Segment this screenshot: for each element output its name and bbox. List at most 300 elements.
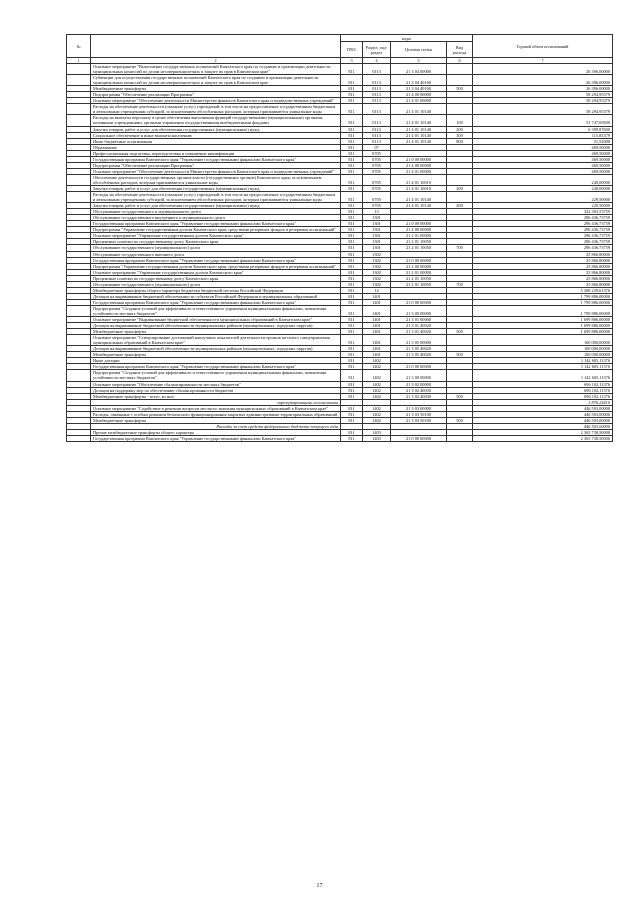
row-razdel-cell: 0113 [363, 138, 391, 144]
row-expense-type-cell [447, 370, 473, 381]
table-row [67, 435, 613, 441]
row-name-cell: Иные дотации [91, 358, 341, 364]
row-grbs-cell: 811 [341, 287, 363, 293]
row-target-article-cell: 21 2 00 00000 [391, 263, 447, 269]
row-expense-type-cell [447, 64, 473, 75]
row-name-cell: Государственная программа Камчатского края "Управление государственными финансами Камчатского края" [91, 156, 341, 162]
row-name-cell: Дотации на выравнивание бюджетной обеспеченности субъектов Российской Федерации и муниципальных образований [91, 293, 341, 299]
row-name-cell: Подпрограмма "Обеспечение реализации Программы" [91, 162, 341, 168]
row-name-cell: Закупка товаров, работ и услуг для обеспечения государственных (муниципальных) нужд [91, 126, 341, 132]
table-row [67, 104, 613, 115]
table-row [67, 64, 613, 75]
table-row [67, 370, 613, 381]
row-expense-type-cell [447, 75, 473, 86]
row-name-cell: Закупка товаров, работ и услуг для обеспечения государственных (муниципальных) нужд [91, 185, 341, 191]
row-expense-type-cell: 700 [447, 281, 473, 287]
row-razdel-cell: 0113 [363, 126, 391, 132]
row-razdel-cell: 1301 [363, 215, 391, 221]
row-sum-cell: 296 436,73759 [473, 215, 613, 221]
row-razdel-cell: 0705 [363, 192, 391, 203]
row-grbs-cell: 811 [341, 132, 363, 138]
row-razdel-cell: 1401 [363, 293, 391, 299]
row-name-cell: Обслуживание государственного внешнего долга [91, 251, 341, 257]
row-sum-cell: 1 699 886,00000 [473, 329, 613, 335]
row-target-article-cell: 21 2 00 00000 [391, 227, 447, 233]
row-target-article-cell: 21 4 00 00000 [391, 162, 447, 168]
row-razdel-cell: 1301 [363, 245, 391, 251]
row-name-cell: Дотации на выравнивание бюджетной обеспеченности муниципальных районов (муниципальных, городских округов) [91, 323, 341, 329]
row-grbs-cell: 811 [341, 435, 363, 441]
row-number-cell [67, 305, 91, 316]
row-sum-cell: 5 308 229,61376 [473, 287, 613, 293]
row-sum-cell: 469,50000 [473, 168, 613, 174]
row-sum-cell: 25 866,80000 [473, 251, 613, 257]
row-grbs-cell: 811 [341, 269, 363, 275]
row-target-article-cell: 21 4 01 10140 [391, 192, 447, 203]
row-grbs-cell: 811 [341, 393, 363, 399]
row-number-cell [67, 335, 91, 346]
row-grbs-cell: 811 [341, 168, 363, 174]
row-name-cell: Иные бюджетные ассигнования [91, 138, 341, 144]
row-expense-type-cell [447, 435, 473, 441]
row-expense-type-cell [447, 192, 473, 203]
row-razdel-cell: 1302 [363, 263, 391, 269]
col-index: 2 [91, 58, 341, 64]
row-grbs-cell: 811 [341, 75, 363, 86]
row-grbs-cell: 811 [341, 203, 363, 209]
row-sum-cell: 296 436,73759 [473, 245, 613, 251]
row-razdel-cell: 07 [363, 144, 391, 150]
row-grbs-cell: 811 [341, 411, 363, 417]
table-body [67, 64, 613, 442]
row-razdel-cell: 13 [363, 209, 391, 215]
row-grbs-cell: 811 [341, 86, 363, 92]
row-razdel-cell: 0113 [363, 132, 391, 138]
row-grbs-cell: 811 [341, 174, 363, 185]
row-target-article-cell: 21 3 05 40020 [391, 352, 447, 358]
row-name-cell: Основное мероприятие "Управление государственным долгом Камчатского края" [91, 233, 341, 239]
row-grbs-cell: 811 [341, 275, 363, 281]
row-razdel-cell: 0705 [363, 156, 391, 162]
row-razdel-cell: 0705 [363, 174, 391, 185]
row-target-article-cell: 21 3 05 00000 [391, 335, 447, 346]
row-name-cell: Межбюджетные трансферты [91, 352, 341, 358]
row-sum-cell: 2 365 738,50000 [473, 435, 613, 441]
row-razdel-cell: 1402 [363, 364, 391, 370]
row-grbs-cell: 811 [341, 192, 363, 203]
row-razdel-cell: 1402 [363, 411, 391, 417]
row-razdel-cell: 1401 [363, 305, 391, 316]
row-sum-cell: 446 503,00000 [473, 405, 613, 411]
row-grbs-cell: 811 [341, 150, 363, 156]
row-razdel-cell: 1402 [363, 393, 391, 399]
row-target-article-cell: 21 3 02 00000 [391, 381, 447, 387]
row-number-cell [67, 174, 91, 185]
row-expense-type-cell: 200 [447, 126, 473, 132]
row-sum-cell: 1 142 605,11376 [473, 370, 613, 381]
row-razdel-cell: 1302 [363, 269, 391, 275]
row-expense-type-cell [447, 104, 473, 115]
col-razdel-header: Раздел, под-раздел [363, 42, 391, 58]
row-grbs-cell: 811 [341, 381, 363, 387]
row-name-cell: Основное мероприятие "Выполнение государственных полномочий Камчатского края по созданию и организации деятельности муниципальных комиссий по делам несовершеннолетних и защите их прав в Камчатском крае" [91, 64, 341, 75]
row-name-cell: Расходы на обеспечение деятельности (оказание услуг) учреждений, в том числе на предоставление государственным бюджетным и автономным учреждениям субсидий, за исключением обособленных расходов, которым присваиваются уникальные коды [91, 192, 341, 203]
row-razdel-cell: 1402 [363, 358, 391, 364]
row-name-cell: Государственная программа Камчатского края "Управление государственными финансами Камчатского края" [91, 221, 341, 227]
row-name-cell: Основное мероприятие "Обеспечение деятельности Министерства финансов Камчатского края и подведомственных учреждений" [91, 168, 341, 174]
row-razdel-cell: 1401 [363, 335, 391, 346]
row-name-cell: зарезервированные ассигнования [91, 399, 341, 405]
row-grbs-cell: 811 [341, 323, 363, 329]
row-razdel-cell: 1402 [363, 370, 391, 381]
table-row [67, 115, 613, 126]
row-sum-cell: 58 294,95379 [473, 98, 613, 104]
table-row [67, 75, 613, 86]
row-grbs-cell: 811 [341, 245, 363, 251]
row-name-cell: Обслуживание государственного (муниципального) долга [91, 281, 341, 287]
row-sum-cell: 26 396,00000 [473, 64, 613, 75]
row-name-cell: Процентные платежи по государственному долгу Камчатского края [91, 239, 341, 245]
row-target-article-cell: 21 3 02 40030 [391, 393, 447, 399]
row-razdel-cell: 0113 [363, 115, 391, 126]
row-name-cell: Государственная программа Камчатского края "Управление государственными финансами Камчатского края" [91, 364, 341, 370]
row-sum-cell: 469,50000 [473, 156, 613, 162]
row-razdel-cell: 1301 [363, 221, 391, 227]
row-grbs-cell: 811 [341, 215, 363, 221]
table-row [67, 192, 613, 203]
row-target-article-cell: 21 4 01 10140 [391, 126, 447, 132]
col-name-header [91, 35, 341, 58]
row-grbs-cell: 811 [341, 138, 363, 144]
row-grbs-cell: 811 [341, 227, 363, 233]
row-name-cell: Государственная программа Камчатского края "Управление государственными финансами Камчатского края" [91, 299, 341, 305]
row-grbs-cell: 811 [341, 299, 363, 305]
table-row [67, 305, 613, 316]
row-expense-type-cell: 200 [447, 203, 473, 209]
row-sum-cell: 100 000,00000 [473, 335, 613, 346]
row-target-article-cell: 21 4 01 10140 [391, 138, 447, 144]
row-name-cell: Межбюджетные трансферты [91, 329, 341, 335]
row-razdel-cell: 1402 [363, 387, 391, 393]
row-grbs-cell: 811 [341, 317, 363, 323]
row-name-cell: Закупка товаров, работ и услуг для обеспечения государственных (муниципальных) нужд [91, 203, 341, 209]
row-number-cell [67, 370, 91, 381]
row-sum-cell: 25 866,80000 [473, 269, 613, 275]
row-name-cell: Подпрограмма "Создание условий для эффективного и ответственного управления муниципальными финансами, повышения устойчивости местных бюджетов" [91, 305, 341, 316]
row-razdel-cell: 1302 [363, 257, 391, 263]
row-sum-cell: 58 294,95379 [473, 92, 613, 98]
row-grbs-cell: 811 [341, 92, 363, 98]
col-index: 1 [67, 58, 91, 64]
row-name-cell: Обеспечение деятельности государственных органов власти (государственных органов) Камчатского края, за исключением обособленных расходов, которым присваиваются уникальные коды [91, 174, 341, 185]
row-sum-cell: 58 294,95379 [473, 104, 613, 115]
row-grbs-cell: 811 [341, 370, 363, 381]
col-expense-type-header: Вид расхода [447, 42, 473, 58]
row-target-article-cell: 21 2 01 10050 [391, 275, 447, 281]
row-target-article-cell: 21 3 01 40020 [391, 329, 447, 335]
row-number-cell [67, 104, 91, 115]
row-name-cell: Основное мероприятие "Стимулирование достижений наилучших показателей деятельности органов местного самоуправления муниципальных образований в Камчатском крае" [91, 335, 341, 346]
row-sum-cell: 229,50000 [473, 192, 613, 203]
row-sum-cell: 469,50000 [473, 162, 613, 168]
row-target-article-cell: 21 0 00 00000 [391, 221, 447, 227]
row-sum-cell: 100 000,00000 [473, 346, 613, 352]
row-sum-cell: 1 799 886,00000 [473, 305, 613, 316]
row-sum-cell: 51 747,69500 [473, 115, 613, 126]
row-sum-cell: 3 876,24410 [473, 399, 613, 405]
row-grbs-cell: 811 [341, 115, 363, 126]
row-expense-type-cell [447, 174, 473, 185]
row-razdel-cell: 0705 [363, 150, 391, 156]
row-number-cell [67, 435, 91, 441]
row-name-cell: Государственная программа Камчатского края "Управление государственными финансами Камчатского края" [91, 435, 341, 441]
row-target-article-cell: 21 3 03 50100 [391, 417, 447, 423]
row-target-article-cell: 21 2 01 10050 [391, 281, 447, 287]
row-target-article-cell: 21 0 00 00000 [391, 299, 447, 305]
row-grbs-cell: 811 [341, 293, 363, 299]
row-grbs-cell: 811 [341, 185, 363, 191]
row-sum-cell: 696 102,11376 [473, 393, 613, 399]
row-razdel-cell: 14 [363, 287, 391, 293]
row-target-article-cell: 21 3 04 00000 [391, 64, 447, 75]
row-name-cell: Основное мероприятие "Содействие в решении вопросов местного значения муниципальных образований в Камчатском крае" [91, 405, 341, 411]
codes-header: коды [341, 35, 473, 42]
row-expense-type-cell: 300 [447, 132, 473, 138]
row-grbs-cell: 811 [341, 221, 363, 227]
col-target-article-header: Целевая статья [391, 42, 447, 58]
row-target-article-cell: 21 0 00 00000 [391, 435, 447, 441]
row-target-article-cell: 21 0 00 00000 [391, 257, 447, 263]
row-name-cell: Обслуживание государственного внутреннего и муниципального долга [91, 215, 341, 221]
row-sum-cell: 469,50000 [473, 144, 613, 150]
row-sum-cell: 696 102,11376 [473, 387, 613, 393]
row-grbs-cell: 811 [341, 358, 363, 364]
row-name-cell: Основное мероприятие "Обеспечение сбалансированности местных бюджетов" [91, 381, 341, 387]
row-name-cell: Межбюджетные трансферты [91, 417, 341, 423]
row-razdel-cell: 1403 [363, 435, 391, 441]
row-razdel-cell: 1401 [363, 352, 391, 358]
row-name-cell: Подпрограмма "Создание условий для эффективного и ответственного управления муниципальными финансами, повышения устойчивости местных бюджетов" [91, 370, 341, 381]
row-name-cell: Расходы за счет средств федерального бюджета текущего года [91, 423, 341, 429]
row-number-cell [67, 75, 91, 86]
row-sum-cell: 240,00000 [473, 185, 613, 191]
row-razdel-cell: 1301 [363, 239, 391, 245]
row-expense-type-cell: 200 [447, 185, 473, 191]
row-sum-cell: 322 303,53759 [473, 209, 613, 215]
row-name-cell: Профессиональная подготовка, переподготовка и повышение квалификации [91, 150, 341, 156]
row-target-article-cell: 21 3 00 00000 [391, 370, 447, 381]
row-number-cell [67, 64, 91, 75]
row-sum-cell: 1 699 886,00000 [473, 323, 613, 329]
row-grbs-cell: 811 [341, 335, 363, 346]
row-sum-cell: 1 799 886,00000 [473, 293, 613, 299]
row-razdel-cell: 1301 [363, 227, 391, 233]
budget-table-sheet [66, 34, 612, 442]
row-grbs-cell: 811 [341, 305, 363, 316]
row-razdel-cell: 0113 [363, 98, 391, 104]
budget-table [66, 34, 613, 442]
row-razdel-cell: 1301 [363, 233, 391, 239]
row-sum-cell: 240,00000 [473, 174, 613, 185]
row-sum-cell: 6 399,87600 [473, 126, 613, 132]
table-row [67, 174, 613, 185]
row-name-cell: Межбюджетные трансферты общего характера бюджетам бюджетной системы Российской Федерации [91, 287, 341, 293]
row-expense-type-cell: 500 [447, 352, 473, 358]
row-name-cell: Образование [91, 144, 341, 150]
row-sum-cell: 296 436,73759 [473, 233, 613, 239]
col-index: 5 [391, 58, 447, 64]
row-name-cell: Основное мероприятие "Управление государственным долгом Камчатского края" [91, 269, 341, 275]
col-index: 7 [473, 58, 613, 64]
row-target-article-cell: 21 3 04 40160 [391, 86, 447, 92]
row-sum-cell: 229,50000 [473, 203, 613, 209]
col-sum-header: Годовой объем ассигнований [473, 35, 613, 58]
row-name-cell: Межбюджетные трансферты - всего, из них: [91, 393, 341, 399]
row-razdel-cell: 1401 [363, 323, 391, 329]
row-grbs-cell: 811 [341, 329, 363, 335]
row-target-article-cell: 21 4 01 00000 [391, 98, 447, 104]
row-sum-cell: 1 142 605,11376 [473, 358, 613, 364]
row-grbs-cell: 811 [341, 429, 363, 435]
row-expense-type-cell: 800 [447, 138, 473, 144]
page-number: 17 [316, 883, 323, 889]
row-target-article-cell: 21 3 02 40030 [391, 387, 447, 393]
row-grbs-cell: 811 [341, 209, 363, 215]
row-target-article-cell: 21 3 03 50100 [391, 411, 447, 417]
row-target-article-cell: 21 2 01 00000 [391, 233, 447, 239]
row-expense-type-cell: 100 [447, 115, 473, 126]
row-sum-cell: 296 436,73759 [473, 227, 613, 233]
row-sum-cell: 296 436,73759 [473, 221, 613, 227]
row-name-cell: Расходы на выплаты персоналу в целях обеспечения выполнения функций государственными (муниципальными) органами, казенными учреждениями, органами управления государственными внебюджетными фондами [91, 115, 341, 126]
col-index: 6 [447, 58, 473, 64]
row-sum-cell: 296 436,73759 [473, 239, 613, 245]
row-sum-cell: 469,50000 [473, 150, 613, 156]
row-target-article-cell: 21 3 05 40020 [391, 346, 447, 352]
row-razdel-cell: 1401 [363, 346, 391, 352]
row-sum-cell: 25 866,80000 [473, 275, 613, 281]
row-name-cell: Прочие межбюджетные трансферты общего характера [91, 429, 341, 435]
row-sum-cell: 25 866,80000 [473, 263, 613, 269]
row-name-cell: Дотации на выравнивание бюджетной обеспеченности муниципальных районов (муниципальных, городских округов) [91, 346, 341, 352]
row-grbs-cell: 811 [341, 387, 363, 393]
row-name-cell: Государственная программа Камчатского края "Управление государственными финансами Камчатского края" [91, 257, 341, 263]
row-razdel-cell: 1403 [363, 429, 391, 435]
row-razdel-cell: 1401 [363, 299, 391, 305]
row-razdel-cell: 0113 [363, 64, 391, 75]
row-target-article-cell: 21 3 04 40160 [391, 75, 447, 86]
row-grbs-cell: 811 [341, 104, 363, 115]
row-sum-cell: 1 799 886,00000 [473, 299, 613, 305]
row-name-cell: Подпрограмма "Управление государственным долгом Камчатского края, средствами резервных фондов и резервами ассигнований" [91, 263, 341, 269]
row-razdel-cell: 0113 [363, 92, 391, 98]
row-name-cell: Основное мероприятие "Обеспечение деятельности Министерства финансов Камчатского края и подведомственных учреждений" [91, 98, 341, 104]
row-expense-type-cell: 700 [447, 245, 473, 251]
row-grbs-cell: 811 [341, 233, 363, 239]
row-target-article-cell: 21 3 01 40020 [391, 323, 447, 329]
row-razdel-cell: 1402 [363, 405, 391, 411]
row-sum-cell: 25 866,80000 [473, 281, 613, 287]
row-razdel-cell: 0705 [363, 162, 391, 168]
row-sum-cell: 446 503,00000 [473, 417, 613, 423]
row-target-article-cell: 21 3 03 00000 [391, 405, 447, 411]
row-expense-type-cell: 500 [447, 393, 473, 399]
row-grbs-cell: 811 [341, 98, 363, 104]
row-name-cell: Межбюджетные трансферты [91, 86, 341, 92]
row-sum-cell: 26 396,00000 [473, 86, 613, 92]
row-sum-cell: 26 396,00000 [473, 75, 613, 86]
row-razdel-cell: 1302 [363, 281, 391, 287]
row-razdel-cell: 0113 [363, 75, 391, 86]
row-target-article-cell: 21 4 01 10140 [391, 132, 447, 138]
row-grbs-cell: 811 [341, 156, 363, 162]
row-grbs-cell: 811 [341, 281, 363, 287]
row-expense-type-cell: 500 [447, 417, 473, 423]
row-sum-cell: 100 000,00000 [473, 352, 613, 358]
row-razdel-cell: 1401 [363, 317, 391, 323]
row-sum-cell: 446 503,00000 [473, 411, 613, 417]
row-grbs-cell: 811 [341, 162, 363, 168]
row-target-article-cell: 21 2 01 00000 [391, 269, 447, 275]
row-target-article-cell: 21 2 01 10050 [391, 239, 447, 245]
row-expense-type-cell [447, 305, 473, 316]
row-name-cell: Дотации на поддержку мер по обеспечению сбалансированности бюджетов [91, 387, 341, 393]
row-target-article-cell: 21 4 01 00000 [391, 168, 447, 174]
row-number-cell [67, 115, 91, 126]
row-grbs-cell: 811 [341, 257, 363, 263]
row-sum-cell: 696 102,11376 [473, 381, 613, 387]
row-grbs-cell: 811 [341, 263, 363, 269]
row-razdel-cell: 0113 [363, 104, 391, 115]
row-target-article-cell: 21 0 00 00000 [391, 364, 447, 370]
row-name-cell: Расходы, связанные с особым режимом безопасного функционирования закрытых административно-территориальных образований [91, 411, 341, 417]
row-target-article-cell: 21 3 00 00000 [391, 305, 447, 316]
row-name-cell: Подпрограмма "Обеспечение реализации Программы" [91, 92, 341, 98]
row-target-article-cell: 21 4 01 10140 [391, 115, 447, 126]
row-razdel-cell: 0705 [363, 203, 391, 209]
row-razdel-cell: 1302 [363, 275, 391, 281]
row-name-cell: Обслуживание государственного (муниципального) долга [91, 245, 341, 251]
row-sum-cell: 1 699 886,00000 [473, 317, 613, 323]
row-expense-type-cell [447, 335, 473, 346]
row-grbs-cell: 811 [341, 126, 363, 132]
row-name-cell: Субвенции для осуществления государственных полномочий Камчатского края по созданию и организации деятельности муниципальных комиссий по делам несовершеннолетних и защите их прав в Камчатском крае [91, 75, 341, 86]
row-razdel-cell: 0705 [363, 168, 391, 174]
col-index: 4 [363, 58, 391, 64]
row-grbs-cell: 811 [341, 346, 363, 352]
row-name-cell: Процентные платежи по государственному долгу Камчатского края [91, 275, 341, 281]
row-target-article-cell: 21 2 01 10050 [391, 245, 447, 251]
row-sum-cell: 446 503,00000 [473, 423, 613, 429]
row-grbs-cell: 811 [341, 352, 363, 358]
row-grbs-cell: 811 [341, 417, 363, 423]
row-name-cell: Обслуживание государственного и муниципального долга [91, 209, 341, 215]
row-sum-cell: 1 142 605,11376 [473, 364, 613, 370]
row-razdel-cell: 1402 [363, 381, 391, 387]
row-razdel-cell: 1402 [363, 417, 391, 423]
row-target-article-cell: 21 4 01 10140 [391, 104, 447, 115]
row-razdel-cell: 1401 [363, 329, 391, 335]
row-target-article-cell: 21 4 01 10140 [391, 203, 447, 209]
row-sum-cell: 115,83379 [473, 132, 613, 138]
row-razdel-cell: 0705 [363, 185, 391, 191]
row-name-cell: Социальное обеспечение и иные выплаты населению [91, 132, 341, 138]
row-grbs-cell: 811 [341, 144, 363, 150]
row-name-cell: Расходы на обеспечение деятельности (оказание услуг) учреждений, в том числе на предоставление государственным бюджетным и автономным учреждениям субсидий, за исключением обособленных расходов, которым присваиваются уникальные коды [91, 104, 341, 115]
row-target-article-cell: 21 3 01 00000 [391, 317, 447, 323]
row-razdel-cell: 1302 [363, 251, 391, 257]
row-number-cell [67, 192, 91, 203]
